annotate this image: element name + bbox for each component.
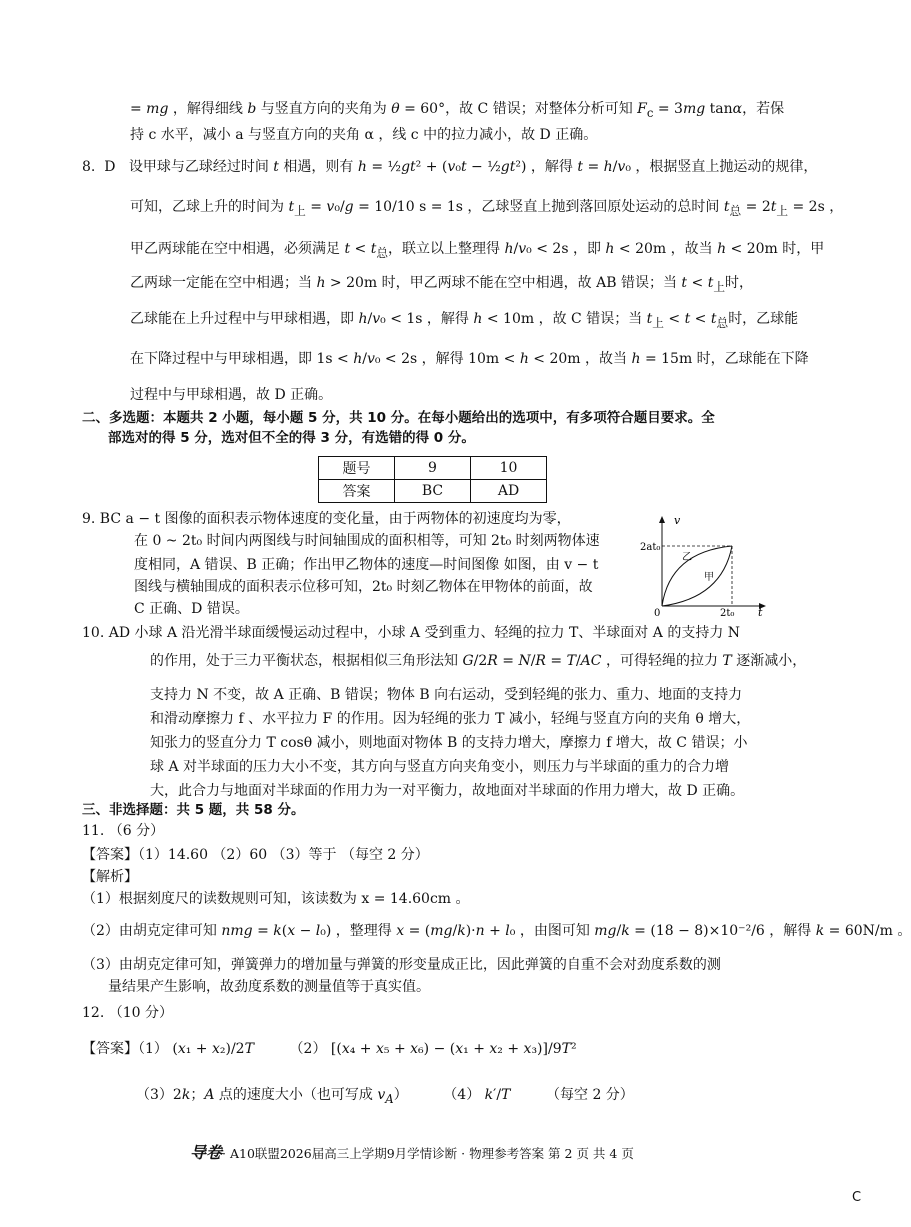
q10-line: 的作用，处于三力平衡状态，根据相似三角形法知 G/2R = N/R = T/AC ，可得轻绳的拉力 T 逐渐减小， — [150, 653, 807, 669]
q10-line: 知张力的竖直分力 T cosθ 减小，则地面对物体 B 的支持力增大，摩擦力 f 增大，故 C 错误；小 — [150, 735, 748, 751]
q9-line: 在 0 ~ 2t₀ 时间内两图线与时间轴围成的面积相等，可知 2t₀ 时刻两物体速 — [134, 533, 600, 549]
q11-line: （2）由胡克定律可知 nmg = k(x − l₀) ，整理得 x = (mg/k)·n + l₀ ，由图可知 mg/k = (18 − 8)×10⁻²/6 ，解得 k = 60N/m 。 — [82, 923, 911, 939]
q10-line: 支持力 N 不变，故 A 正确、B 错误；物体 B 向右运动，受到轻绳的张力、重力、地面的支持力 — [150, 687, 743, 703]
q8-line: 8. D 设甲球与乙球经过时间 t 相遇，则有 h = ½gt² + (v₀t − ½gt²) ，解得 t = h/v₀ ，根据竖直上抛运动的规律， — [82, 159, 818, 175]
q8-line: 乙球能在上升过程中与甲球相遇，即 h/v₀ < 1s ，解得 h < 10m ，故 C 错误；当 $t_上 < t < t_总$时，乙球能 — [130, 311, 799, 330]
q11-line: （1）根据刻度尺的读数规则可知，该读数为 x = 14.60cm 。 — [82, 891, 470, 907]
table-cell: AD — [471, 480, 547, 503]
q11-analysis-label: 【解析】 — [82, 869, 138, 885]
table-cell: BC — [395, 480, 471, 503]
q8-line: 在下降过程中与甲球相遇，即 1s < h/v₀ < 2s ，解得 10m < h < 20m ，故当 h = 15m 时，乙球能在下降 — [130, 351, 809, 367]
corner-mark: C — [852, 1190, 862, 1205]
table-cell: 9 — [395, 457, 471, 480]
text-line: = mg ，解得细线 b 与竖直方向的夹角为 θ = 60°，故 C 错误；对整体分析可知 $F_c = 3mg$ tanα，若保 — [130, 101, 785, 120]
q8-line: 过程中与甲球相遇，故 D 正确。 — [130, 387, 333, 403]
q10-line: 大，此合力与地面对半球面的作用力为一对平衡力，故地面对半球面的作用力增大，故 D 正确。 — [150, 783, 745, 799]
section-heading: 三、非选择题：共 5 题，共 58 分。 — [82, 802, 305, 818]
q10-line: 球 A 对半球面的压力大小不变，其方向与竖直方向夹角变小，则压力与半球面的重力的合力增 — [150, 759, 730, 775]
footer-text: A10联盟2026届高三上学期9月学情诊断 · 物理参考答案 第 2 页 共 4 页 — [229, 1146, 634, 1161]
section-heading: 二、多选题：本题共 2 小题，每小题 5 分，共 10 分。在每小题给出的选项中，有多项符合题目要求。全 — [82, 410, 715, 426]
table-cell: 10 — [471, 457, 547, 480]
logo: 导卷 — [190, 1143, 223, 1162]
q11-heading: 11. （6 分） — [82, 823, 165, 839]
q12-answer: （3）2k；A 点的速度大小（也可写成 $v_A$） （4） k′/T （每空 2 分） — [136, 1087, 634, 1106]
curve-label-jia: 甲 — [704, 572, 714, 583]
answer-table — [318, 456, 547, 503]
q9-line: 图线与横轴围成的面积表示位移可知，2t₀ 时刻乙物体在甲物体的前面，故 — [134, 579, 593, 595]
q8-line: 乙两球一定能在空中相遇；当 h > 20m 时，甲乙两球不能在空中相遇，故 AB 错误；当 $t < t_上$时， — [130, 275, 753, 294]
q8-line: 可知，乙球上升的时间为 $t_上 = v_0/g = 10/10$ s = 1s ，乙球竖直上抛到落回原处运动的总时间 $t_总 = 2t_上 = 2s$ ， — [130, 199, 844, 218]
vt-graph — [640, 512, 770, 619]
table-cell: 答案 — [319, 480, 395, 503]
q12-heading: 12. （10 分） — [82, 1005, 173, 1021]
q9-line: 度相同，A 错误、B 正确；作出甲乙物体的速度—时间图像 如图，由 v − t — [134, 557, 599, 573]
q11-answer: 【答案】（1）14.60 （2）60 （3）等于 （每空 2 分） — [82, 847, 429, 863]
q9-line: 9. BC a − t 图像的面积表示物体速度的变化量，由于两物体的初速度均为零， — [82, 511, 571, 527]
y-tick-label: 2at₀ — [640, 542, 661, 553]
x-axis-label: t — [758, 606, 763, 619]
curve-label-yi: 乙 — [682, 552, 692, 563]
origin-label: 0 — [654, 608, 661, 619]
x-tick-label: 2t₀ — [720, 608, 735, 619]
text-line: 持 c 水平，减小 a 与竖直方向的夹角 α ，线 c 中的拉力减小，故 D 正确。 — [130, 127, 598, 143]
q9-line: C 正确、D 错误。 — [134, 601, 249, 617]
section-heading: 部选对的得 5 分，选对但不全的得 3 分，有选错的得 0 分。 — [108, 430, 475, 446]
q11-line: 量结果产生影响，故劲度系数的测量值等于真实值。 — [108, 979, 430, 995]
y-axis-label: v — [674, 514, 681, 527]
q8-line: 甲乙两球能在空中相遇，必须满足 $t < t_总$，联立以上整理得 h/v₀ < 2s ，即 h < 20m ，故当 h < 20m 时，甲 — [130, 241, 825, 260]
table-cell: 题号 — [319, 457, 395, 480]
q10-line: 10. AD 小球 A 沿光滑半球面缓慢运动过程中，小球 A 受到重力、轻绳的拉力 T、半球面对 A 的支持力 N — [82, 625, 741, 641]
q10-line: 和滑动摩擦力 f 、水平拉力 F 的作用。因为轻绳的张力 T 减小，轻绳与竖直方向的夹角 θ 增大， — [150, 711, 751, 727]
q11-line: （3）由胡克定律可知，弹簧弹力的增加量与弹簧的形变量成正比，因此弹簧的自重不会对劲度系数的测 — [82, 957, 721, 973]
footer: 导卷· A10联盟2026届高三上学期9月学情诊断 · 物理参考答案 第 2 页 共 4 页 — [190, 1143, 634, 1162]
q12-answer: 【答案】（1） (x₁ + x₂)/2T （2） [(x₄ + x₅ + x₆) − (x₁ + x₂ + x₃)]/9T² — [82, 1041, 577, 1057]
